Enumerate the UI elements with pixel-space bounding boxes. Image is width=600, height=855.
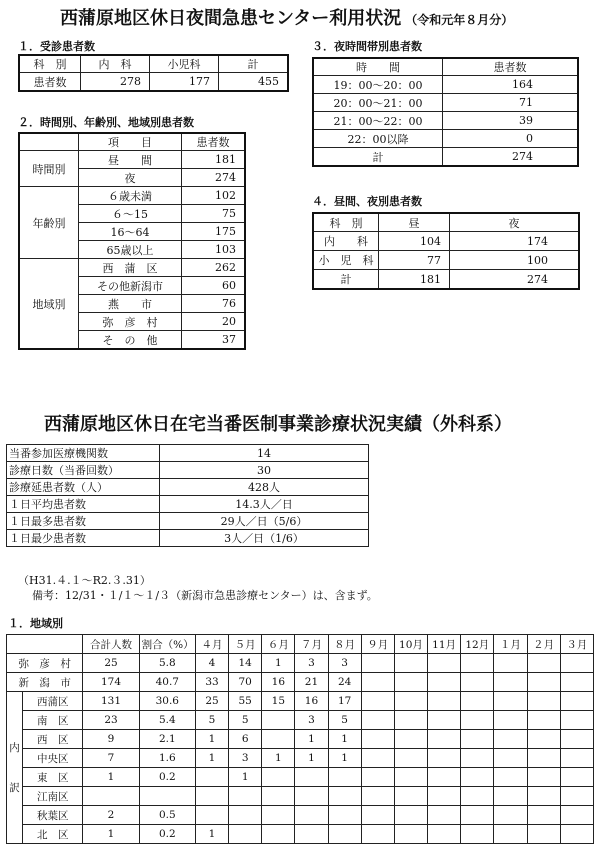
value-cell: 177 [150, 73, 219, 92]
value-cell [394, 730, 427, 749]
summary-label: １日平均患者数 [7, 496, 160, 513]
region-row [7, 654, 594, 673]
value-cell [560, 806, 593, 825]
value-cell [428, 730, 461, 749]
value-cell [361, 806, 394, 825]
summary-value: 29人／日（5/6） [160, 513, 369, 530]
time-cell: 22：00以降 [313, 130, 443, 148]
value-cell [527, 711, 560, 730]
value-cell: 0.2 [139, 768, 195, 787]
dept-cell: 計 [313, 270, 379, 290]
value-cell: 102 [182, 187, 246, 205]
value-cell [229, 787, 262, 806]
subregion-row [7, 711, 594, 730]
value-cell: 1 [83, 825, 139, 844]
value-cell [461, 711, 494, 730]
value-cell: 1 [195, 825, 228, 844]
visits-row [19, 73, 288, 92]
subregion-row [7, 730, 594, 749]
value-cell [461, 806, 494, 825]
value-cell: 1 [83, 768, 139, 787]
page-title [60, 4, 513, 30]
value-cell: 5 [195, 711, 228, 730]
item-cell: 夜 [79, 169, 182, 187]
dept-cell: 小 児 科 [313, 251, 379, 270]
category-header [19, 133, 245, 151]
value-cell: 278 [81, 73, 150, 92]
value-cell [394, 806, 427, 825]
value-cell [428, 768, 461, 787]
item-cell: 65歳以上 [79, 241, 182, 259]
subregion-label: 秋葉区 [23, 806, 83, 825]
value-cell [494, 825, 527, 844]
subregion-row [7, 749, 594, 768]
value-cell: 2 [83, 806, 139, 825]
value-cell: 1 [262, 654, 295, 673]
value-cell: 37 [182, 331, 246, 350]
value-cell: 76 [182, 295, 246, 313]
time-cell: 19：00～20：00 [313, 76, 443, 94]
value-cell [494, 787, 527, 806]
header-cell: １月 [494, 635, 527, 654]
value-cell: 75 [182, 205, 246, 223]
subregion-label: 西蒲区 [23, 692, 83, 711]
value-cell [428, 711, 461, 730]
value-cell: 2.1 [139, 730, 195, 749]
header-cell: 11月 [428, 635, 461, 654]
value-cell [262, 825, 295, 844]
night-row [313, 112, 578, 130]
value-cell: 1 [229, 768, 262, 787]
value-cell [195, 768, 228, 787]
value-cell [328, 825, 361, 844]
visits-header [19, 55, 288, 73]
value-cell: 3 [328, 654, 361, 673]
value-cell [361, 692, 394, 711]
value-cell: 1 [295, 749, 328, 768]
value-cell: 20 [182, 313, 246, 331]
value-cell [560, 654, 593, 673]
value-cell [361, 711, 394, 730]
header-cell: 内 科 [81, 55, 150, 73]
value-cell: 131 [83, 692, 139, 711]
night-row [313, 130, 578, 148]
value-cell [428, 787, 461, 806]
value-cell: 9 [83, 730, 139, 749]
value-cell [494, 692, 527, 711]
value-cell: 1 [262, 749, 295, 768]
subregion-label: 南 区 [23, 711, 83, 730]
group-label: 年齢別 [19, 187, 79, 259]
region-label: 弥 彦 村 [7, 654, 83, 673]
category-row [19, 187, 245, 205]
value-cell: 30.6 [139, 692, 195, 711]
value-cell [527, 787, 560, 806]
subregion-label: 北 区 [23, 825, 83, 844]
value-cell [494, 730, 527, 749]
header-cell: 昼 [379, 213, 450, 232]
value-cell [361, 730, 394, 749]
value-cell: 4 [195, 654, 228, 673]
item-cell: ６歳未満 [79, 187, 182, 205]
day-night-row [313, 232, 579, 251]
value-cell [295, 806, 328, 825]
value-cell: 1.6 [139, 749, 195, 768]
value-cell: 3 [229, 749, 262, 768]
value-cell: 7 [83, 749, 139, 768]
region-label: 新 潟 市 [7, 673, 83, 692]
time-cell: 20：00～21：00 [313, 94, 443, 112]
summary-value: 3人／日（1/6） [160, 530, 369, 547]
value-cell [394, 825, 427, 844]
value-cell: 3 [295, 654, 328, 673]
header-cell: ５月 [229, 635, 262, 654]
value-cell: 3 [295, 711, 328, 730]
value-cell: 21 [295, 673, 328, 692]
night-row [313, 76, 578, 94]
header-cell: 夜 [450, 213, 580, 232]
summary-row [7, 479, 369, 496]
value-cell [494, 749, 527, 768]
value-cell [361, 654, 394, 673]
group-label: 地域別 [19, 259, 79, 350]
summary-value: 428人 [160, 479, 369, 496]
value-cell [229, 806, 262, 825]
header-cell: 10月 [394, 635, 427, 654]
value-cell [195, 806, 228, 825]
value-cell: 1 [195, 749, 228, 768]
value-cell: 274 [450, 270, 580, 290]
header-cell: ３月 [560, 635, 593, 654]
value-cell: 262 [182, 259, 246, 277]
summary-label: 診療延患者数（人） [7, 479, 160, 496]
value-cell: 23 [83, 711, 139, 730]
value-cell [527, 692, 560, 711]
second-title: 西蒲原地区休日在宅当番医制事業診療状況実績（外科系） [44, 414, 512, 435]
value-cell [527, 654, 560, 673]
value-cell [361, 673, 394, 692]
region-row [7, 673, 594, 692]
value-cell: 71 [443, 94, 579, 112]
summary-row [7, 445, 369, 462]
value-cell [494, 711, 527, 730]
value-cell: 1 [328, 730, 361, 749]
value-cell: 104 [379, 232, 450, 251]
subregion-row [7, 787, 594, 806]
value-cell [394, 749, 427, 768]
value-cell [560, 825, 593, 844]
header-cell: 科 別 [19, 55, 81, 73]
value-cell: 0.2 [139, 825, 195, 844]
remark-note: 備考：12/31・１/１～１/３（新潟市急患診療センター）は、含まず。 [32, 589, 378, 602]
subregion-row [7, 692, 594, 711]
value-cell [262, 730, 295, 749]
night-row [313, 94, 578, 112]
value-cell [527, 730, 560, 749]
value-cell [494, 768, 527, 787]
summary-row [7, 462, 369, 479]
subregion-label: 西 区 [23, 730, 83, 749]
summary-value: 30 [160, 462, 369, 479]
value-cell [560, 730, 593, 749]
night-header [313, 58, 578, 76]
value-cell [560, 673, 593, 692]
value-cell [295, 825, 328, 844]
value-cell [295, 787, 328, 806]
value-cell: 100 [450, 251, 580, 270]
header-cell: ４月 [195, 635, 228, 654]
value-cell: 174 [83, 673, 139, 692]
category-table [18, 132, 246, 350]
section-1-heading: １．受診患者数 [18, 40, 95, 53]
value-cell [328, 806, 361, 825]
summary-value: 14.3人／日 [160, 496, 369, 513]
value-cell [428, 825, 461, 844]
value-cell [560, 749, 593, 768]
value-cell [428, 692, 461, 711]
value-cell: 患者数 [19, 73, 81, 92]
subregion-row [7, 825, 594, 844]
value-cell: 103 [182, 241, 246, 259]
value-cell [428, 749, 461, 768]
header-cell: 時 間 [313, 58, 443, 76]
summary-row [7, 513, 369, 530]
time-cell: 計 [313, 148, 443, 167]
header-cell: 計 [219, 55, 289, 73]
value-cell: 164 [443, 76, 579, 94]
value-cell [527, 806, 560, 825]
item-cell: 弥 彦 村 [79, 313, 182, 331]
value-cell: 0.5 [139, 806, 195, 825]
value-cell [560, 787, 593, 806]
summary-row [7, 496, 369, 513]
value-cell [394, 711, 427, 730]
value-cell [494, 654, 527, 673]
day-night-header [313, 213, 579, 232]
value-cell [527, 749, 560, 768]
item-cell: その他新潟市 [79, 277, 182, 295]
value-cell: 33 [195, 673, 228, 692]
value-cell: 174 [450, 232, 580, 251]
header-cell: ２月 [527, 635, 560, 654]
header-cell: ７月 [295, 635, 328, 654]
value-cell [461, 749, 494, 768]
value-cell [428, 673, 461, 692]
value-cell [494, 806, 527, 825]
section-3-heading: ３．夜時間帯別患者数 [312, 40, 422, 53]
inner-label: 内訳 [7, 692, 23, 844]
value-cell [295, 768, 328, 787]
value-cell [461, 654, 494, 673]
section-2-heading: ２．時間別、年齢別、地域別患者数 [18, 116, 194, 129]
group-label: 時間別 [19, 151, 79, 187]
value-cell: 181 [182, 151, 246, 169]
value-cell: 0 [443, 130, 579, 148]
value-cell: 1 [295, 730, 328, 749]
value-cell: 60 [182, 277, 246, 295]
value-cell: 16 [262, 673, 295, 692]
value-cell [527, 825, 560, 844]
value-cell [195, 787, 228, 806]
value-cell [328, 768, 361, 787]
dept-cell: 内 科 [313, 232, 379, 251]
value-cell: 455 [219, 73, 289, 92]
value-cell: 40.7 [139, 673, 195, 692]
value-cell: 5 [328, 711, 361, 730]
value-cell: 24 [328, 673, 361, 692]
value-cell [262, 787, 295, 806]
value-cell: 25 [195, 692, 228, 711]
day-night-row [313, 251, 579, 270]
item-cell: 西 蒲 区 [79, 259, 182, 277]
value-cell [560, 768, 593, 787]
title-text: 西蒲原地区休日夜間急患センター利用状況 [60, 8, 402, 29]
value-cell [262, 711, 295, 730]
value-cell [461, 673, 494, 692]
summary-table [6, 444, 369, 547]
value-cell [461, 825, 494, 844]
section-4-heading: ４．昼間、夜別患者数 [312, 195, 422, 208]
value-cell [361, 787, 394, 806]
value-cell: 39 [443, 112, 579, 130]
region-header [7, 635, 594, 654]
item-cell: そ の 他 [79, 331, 182, 350]
subregion-label: 東 区 [23, 768, 83, 787]
value-cell [361, 749, 394, 768]
value-cell [83, 787, 139, 806]
value-cell [461, 768, 494, 787]
value-cell [229, 825, 262, 844]
value-cell [461, 787, 494, 806]
header-cell: ９月 [361, 635, 394, 654]
value-cell: 70 [229, 673, 262, 692]
value-cell [361, 825, 394, 844]
value-cell [394, 692, 427, 711]
value-cell: 16 [295, 692, 328, 711]
subregion-label: 江南区 [23, 787, 83, 806]
value-cell: 5 [229, 711, 262, 730]
subregion-label: 中央区 [23, 749, 83, 768]
category-row [19, 259, 245, 277]
value-cell: 5.8 [139, 654, 195, 673]
summary-label: 診療日数（当番回数） [7, 462, 160, 479]
value-cell [394, 654, 427, 673]
region-table [6, 634, 594, 844]
value-cell [394, 673, 427, 692]
header-cell: 割合（%） [139, 635, 195, 654]
value-cell [494, 673, 527, 692]
value-cell: 274 [182, 169, 246, 187]
night-table [312, 57, 579, 167]
value-cell: 181 [379, 270, 450, 290]
value-cell: 17 [328, 692, 361, 711]
summary-label: １日最多患者数 [7, 513, 160, 530]
value-cell [139, 787, 195, 806]
header-cell: ８月 [328, 635, 361, 654]
value-cell [262, 806, 295, 825]
header-cell: 患者数 [182, 133, 246, 151]
corner-cell [7, 635, 83, 654]
header-cell: 小児科 [150, 55, 219, 73]
summary-label: １日最少患者数 [7, 530, 160, 547]
header-cell: ６月 [262, 635, 295, 654]
day-night-row [313, 270, 579, 290]
subregion-row [7, 806, 594, 825]
visits-table [18, 54, 289, 92]
value-cell: 14 [229, 654, 262, 673]
value-cell: 274 [443, 148, 579, 167]
value-cell: 5.4 [139, 711, 195, 730]
value-cell: 1 [328, 749, 361, 768]
corner-cell [19, 133, 79, 151]
value-cell: 6 [229, 730, 262, 749]
region-heading: １．地域別 [8, 617, 63, 630]
summary-row [7, 530, 369, 547]
value-cell: 55 [229, 692, 262, 711]
time-cell: 21：00～22：00 [313, 112, 443, 130]
value-cell [560, 692, 593, 711]
value-cell [527, 673, 560, 692]
value-cell: 15 [262, 692, 295, 711]
header-cell: 項 目 [79, 133, 182, 151]
value-cell: 77 [379, 251, 450, 270]
value-cell [361, 768, 394, 787]
header-cell: 12月 [461, 635, 494, 654]
summary-label: 当番参加医療機関数 [7, 445, 160, 462]
summary-value: 14 [160, 445, 369, 462]
value-cell [428, 654, 461, 673]
day-night-table [312, 212, 580, 290]
value-cell [461, 692, 494, 711]
item-cell: 16～64 [79, 223, 182, 241]
item-cell: 昼 間 [79, 151, 182, 169]
value-cell [461, 730, 494, 749]
value-cell [262, 768, 295, 787]
value-cell [394, 787, 427, 806]
night-row [313, 148, 578, 167]
value-cell [560, 711, 593, 730]
header-cell: 患者数 [443, 58, 579, 76]
category-row [19, 151, 245, 169]
value-cell: 25 [83, 654, 139, 673]
value-cell [527, 768, 560, 787]
value-cell: 175 [182, 223, 246, 241]
value-cell [428, 806, 461, 825]
header-cell: 科 別 [313, 213, 379, 232]
period-note: （H31.４.１～R2.３.31） [18, 574, 151, 587]
item-cell: ６～15 [79, 205, 182, 223]
value-cell: 1 [195, 730, 228, 749]
title-period: （令和元年８月分） [405, 13, 514, 27]
value-cell [394, 768, 427, 787]
item-cell: 燕 市 [79, 295, 182, 313]
value-cell [328, 787, 361, 806]
header-cell: 合計人数 [83, 635, 139, 654]
subregion-row [7, 768, 594, 787]
